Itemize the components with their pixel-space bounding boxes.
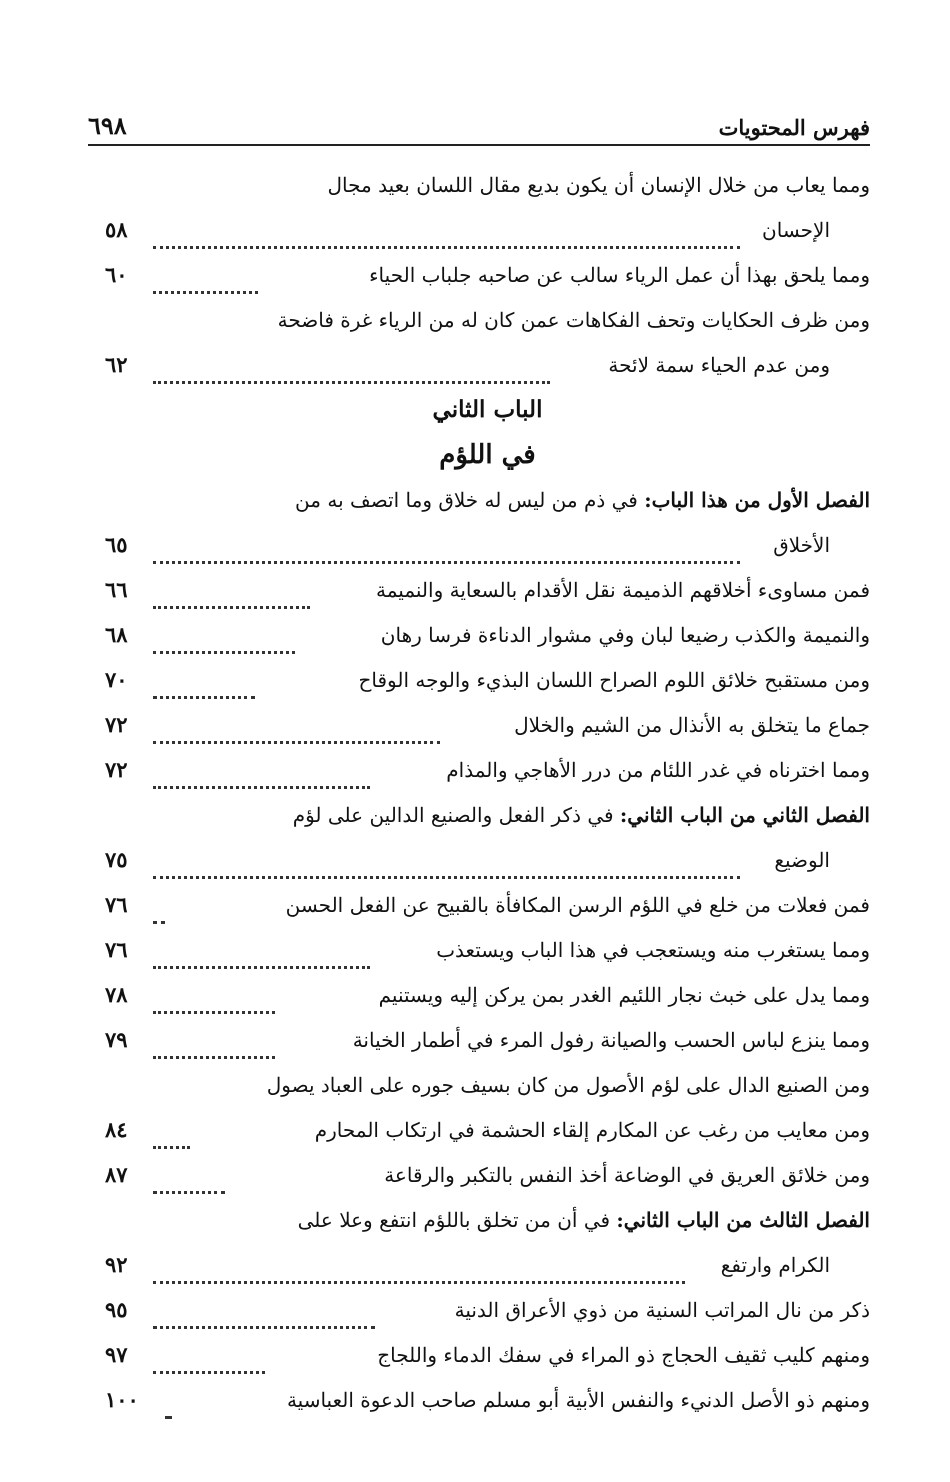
toc-entry [105, 345, 870, 390]
leader-dots [153, 263, 258, 294]
toc-entry [105, 975, 870, 1020]
leader-dots [153, 758, 370, 789]
leader-dots [165, 1388, 170, 1419]
toc-page-number: ٦٢ [105, 352, 128, 377]
toc-entry [105, 525, 870, 570]
page-header [88, 104, 870, 146]
toc-entry-text: الأخلاق [773, 533, 830, 557]
toc-entry-text: ومن خلائق العريق في الوضاعة أخذ النفس بالتكبر والرقاعة [384, 1163, 870, 1187]
toc-entry-text: الكرام وارتفع [720, 1253, 830, 1277]
toc-entry-text: ومن ظرف الحكايات وتحف الفكاهات عمن كان له من الرياء غرة فاضحة [277, 308, 870, 332]
toc-entry [105, 1065, 870, 1110]
section-label: الفصل الثاني من الباب الثاني: [619, 803, 870, 827]
toc-entry-text: ومنهم كليب ثقيف الحجاج ذو المراء في سفك الدماء واللجاج [377, 1343, 870, 1367]
toc-entry-text: الإحسان [762, 218, 830, 242]
toc-entry [105, 1020, 870, 1065]
toc-entry-text: ومن الصنيع الدال على لؤم الأصول من كان بسيف جوره على العباد يصول [266, 1073, 870, 1097]
toc-entry-text-wrap [298, 1204, 870, 1236]
leader-dots [153, 848, 740, 879]
chapter-title-row [105, 390, 870, 435]
toc-entry [105, 1380, 870, 1425]
toc-entry-text: ومما يدل على خبث نجار اللئيم الغدر بمن يركن إليه ويستنيم [378, 983, 870, 1007]
toc-entry-text: والنميمة والكذب رضيعا لبان وفي مشوار الدناءة فرسا رهان [380, 623, 870, 647]
toc-entry-text-wrap [295, 484, 870, 516]
toc-page-number: ٩٥ [105, 1297, 128, 1322]
toc-page-number: ٧٨ [105, 982, 128, 1007]
toc-entry [105, 255, 870, 300]
toc-entry [105, 705, 870, 750]
leader-dots [153, 578, 310, 609]
toc-entry-text: الوضيع [774, 848, 830, 872]
toc-section-entry [105, 1200, 870, 1245]
toc-entry [105, 1290, 870, 1335]
toc-entry-text: في ذم من ليس له خلاق وما اتصف به من [295, 488, 638, 512]
toc-entry [105, 1155, 870, 1200]
toc-page-number: ٨٤ [105, 1117, 128, 1142]
toc-page-number: ٧٢ [105, 712, 128, 737]
toc-page-number: ٧٦ [105, 937, 128, 962]
table-of-contents [105, 165, 870, 1425]
leader-dots [153, 623, 295, 654]
section-label: الفصل الثالث من الباب الثاني: [616, 1208, 870, 1232]
toc-entry [105, 300, 870, 345]
toc-entry [105, 885, 870, 930]
chapter-title: الباب الثاني [432, 396, 543, 423]
toc-page-number: ٧٥ [105, 847, 128, 872]
toc-entry [105, 1335, 870, 1380]
toc-page-number: ٦٠ [105, 262, 128, 287]
toc-page-number: ٧٦ [105, 892, 128, 917]
toc-entry-text: ومما يستغرب منه ويستعجب في هذا الباب ويستعذب [436, 938, 870, 962]
leader-dots [153, 668, 255, 699]
toc-entry-text: في أن من تخلق باللؤم انتفع وعلا على [297, 1208, 611, 1232]
leader-dots [153, 1298, 375, 1329]
toc-entry [105, 660, 870, 705]
toc-entry [105, 1110, 870, 1155]
toc-entry-text: فمن فعلات من خلع في اللؤم الرسن المكافأة بالقبيح عن الفعل الحسن [285, 893, 870, 917]
leader-dots [153, 1253, 685, 1284]
leader-dots [153, 1343, 265, 1374]
toc-entry-text: ومن عدم الحياء سمة لائحة [608, 353, 830, 377]
toc-page-number: ٩٧ [105, 1342, 128, 1367]
toc-entry [105, 165, 870, 210]
toc-entry-text: ومما يلحق بهذا أن عمل الرياء سالب عن صاحبه جلباب الحياء [369, 263, 870, 287]
toc-page-number: ٧٠ [105, 667, 128, 692]
toc-section-entry [105, 480, 870, 525]
toc-section-entry [105, 795, 870, 840]
leader-dots [153, 353, 550, 384]
toc-entry [105, 840, 870, 885]
leader-dots [153, 983, 275, 1014]
toc-entry [105, 750, 870, 795]
toc-entry-text: ومنهم ذو الأصل الدنيء والنفس الأبية أبو مسلم صاحب الدعوة العباسية [286, 1388, 870, 1412]
leader-dots [153, 218, 740, 249]
chapter-subtitle: في اللؤم [439, 440, 536, 470]
toc-page-number: ٦٨ [105, 622, 128, 647]
toc-entry-text: ومما اخترناه في غدر اللئام من درر الأهاجي والمذام [446, 758, 870, 782]
toc-page-number: ١٠٠ [105, 1387, 139, 1412]
running-title: فهرس المحتويات [718, 115, 870, 140]
leader-dots [153, 713, 440, 744]
toc-page-number: ٧٩ [105, 1027, 128, 1052]
toc-entry [105, 210, 870, 255]
toc-entry-text: فمن مساوىء أخلاقهم الذميمة نقل الأقدام بالسعاية والنميمة [376, 578, 870, 602]
toc-entry-text: ومما يعاب من خلال الإنسان أن يكون بديع مقال اللسان بعيد مجال [327, 173, 870, 197]
leader-dots [153, 893, 165, 924]
toc-entry [105, 930, 870, 975]
toc-entry-text: ومما ينزع لباس الحسب والصيانة رفول المرء في أطمار الخيانة [352, 1028, 870, 1052]
toc-entry [105, 615, 870, 660]
toc-page-number: ٦٥ [105, 532, 128, 557]
leader-dots [153, 1028, 275, 1059]
toc-entry-text: ومن مستقبح خلائق اللوم الصراح اللسان البذيء والوجه الوقاح [358, 668, 870, 692]
leader-dots [153, 1163, 225, 1194]
toc-page-number: ٦٦ [105, 577, 128, 602]
toc-entry-text: في ذكر الفعل والصنيع الدالين على لؤم [292, 803, 614, 827]
toc-entry [105, 1245, 870, 1290]
page-number: ٦٩٨ [88, 111, 127, 140]
toc-entry [105, 570, 870, 615]
toc-entry-text: ذكر من نال المراتب السنية من ذوي الأعراق الدنية [454, 1298, 870, 1322]
toc-entry-text: ومن معايب من رغب عن المكارم إلقاء الحشمة في ارتكاب المحارم [314, 1118, 870, 1142]
toc-page-number: ٨٧ [105, 1162, 128, 1187]
chapter-subtitle-row [105, 435, 870, 480]
toc-entry-text: جماع ما يتخلق به الأنذال من الشيم والخلال [514, 713, 870, 737]
leader-dots [153, 533, 740, 564]
toc-page-number: ٥٨ [105, 217, 128, 242]
leader-dots [153, 938, 370, 969]
toc-entry-text-wrap [293, 799, 870, 831]
section-label: الفصل الأول من هذا الباب: [644, 488, 870, 512]
leader-dots [153, 1118, 190, 1149]
toc-page-number: ٩٢ [105, 1252, 128, 1277]
toc-page-number: ٧٢ [105, 757, 128, 782]
